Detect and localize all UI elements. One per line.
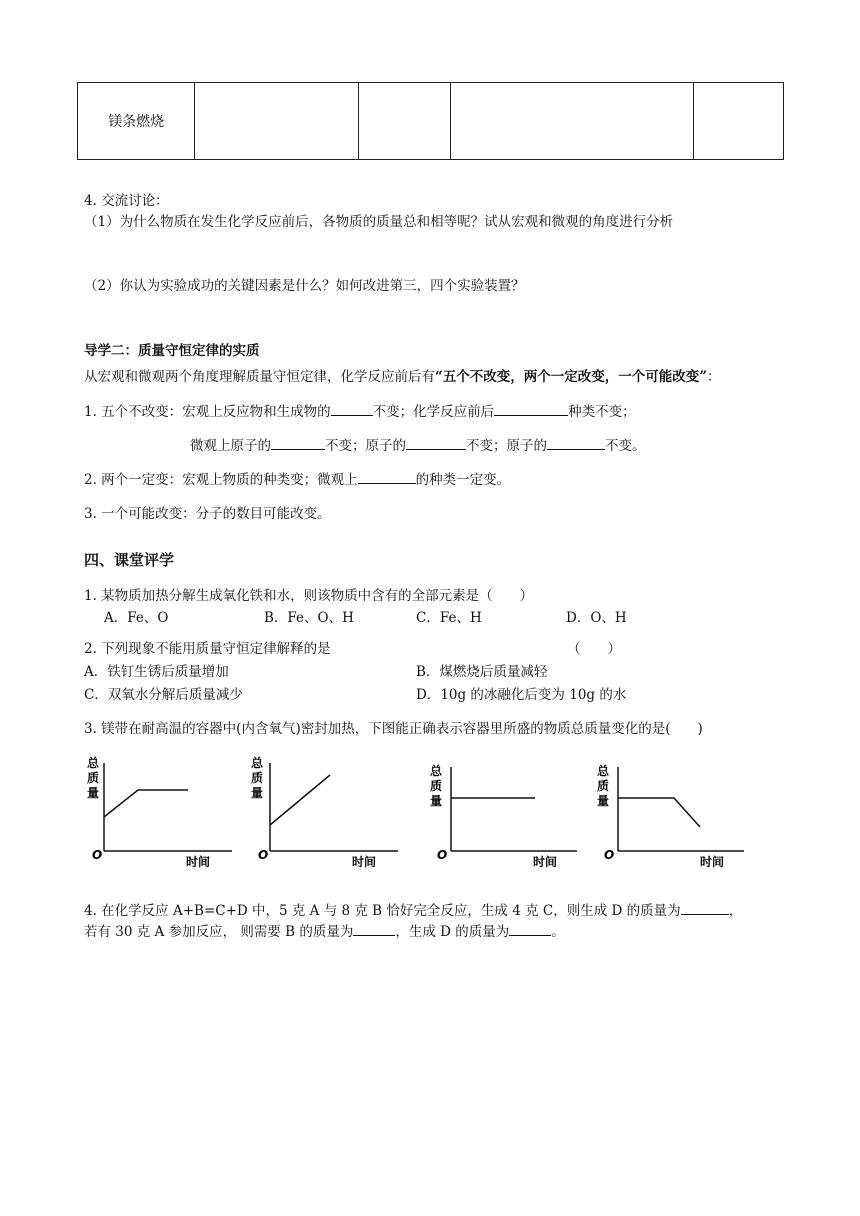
blank-field[interactable]	[406, 435, 466, 450]
discussion-heading: 4. 交流讨论：	[84, 193, 169, 209]
point1-text: 不变；原子的	[466, 438, 547, 454]
ylabel-char: 量	[251, 786, 264, 800]
q2-option-b[interactable]: B．煤燃烧后质量减轻	[416, 664, 548, 680]
point1-text: 种类不变；	[568, 404, 636, 420]
guide2-point1	[84, 400, 636, 420]
eval-q4-line1	[84, 899, 742, 919]
table-cell[interactable]	[450, 83, 694, 160]
row-label: 镁条燃烧	[108, 114, 165, 130]
q1-option-c[interactable]: C．Fe、H	[416, 610, 482, 626]
table-cell[interactable]	[694, 83, 784, 160]
intro-emphasis: “五个不改变，两个一定改变，一个可能改变”	[435, 369, 708, 385]
discussion-q2: （2）你认为实验成功的关键因素是什么？如何改进第三，四个实验装置？	[84, 278, 525, 294]
ylabel-char: 量	[597, 794, 610, 808]
xlabel: 时间	[186, 855, 211, 869]
q4-text: 4. 在化学反应 A+B=C+D 中，5 克 A 与 8 克 B 恰好完全反应，生成 4 克 C，则生成 D 的质量为	[84, 903, 681, 919]
ylabel-char: 量	[430, 794, 443, 808]
blank-field[interactable]	[509, 921, 551, 936]
eval-q1: 1. 某物质加热分解生成氧化铁和水，则该物质中含有的全部元素是（ ）	[84, 588, 534, 604]
guide2-title: 导学二：质量守恒定律的实质	[84, 343, 260, 359]
origin-label: O	[258, 848, 269, 862]
blank-field[interactable]	[494, 401, 568, 416]
experiment-table	[77, 82, 784, 160]
graph-curve	[618, 798, 700, 827]
origin-label: O	[92, 848, 103, 862]
blank-field[interactable]	[271, 435, 325, 450]
eval-q2: 2. 下列现象不能用质量守恒定律解释的是	[84, 641, 331, 657]
discussion-q1: （1）为什么物质在发生化学反应前后，各物质的质量总和相等呢？试从宏观和微观的角度进行分析	[84, 214, 674, 230]
q1-option-a[interactable]: A．Fe、O	[104, 610, 169, 626]
section-title: 四、课堂评学	[84, 551, 175, 569]
q4-text: 若有 30 克 A 参加反应， 则需要 B 的质量为	[84, 924, 354, 940]
q4-text: ，	[728, 903, 743, 919]
xlabel: 时间	[700, 855, 725, 869]
table-cell[interactable]	[359, 83, 450, 160]
point2-text: 2. 两个一定变：宏观上物质的种类变；微观上	[84, 472, 358, 488]
q2-option-a[interactable]: A．铁钉生锈后质量增加	[84, 664, 229, 680]
ylabel-char: 质	[251, 771, 264, 785]
eval-q3: 3. 镁带在耐高温的容器中(内含氧气)密封加热，下图能正确表示容器里所盛的物质总质量变化的是( )	[84, 721, 703, 737]
ylabel-char: 质	[430, 779, 443, 793]
blank-field[interactable]	[353, 921, 395, 936]
graph-b[interactable]	[248, 755, 408, 870]
blank-field[interactable]	[358, 469, 416, 484]
graph-a[interactable]	[80, 755, 240, 870]
blank-field[interactable]	[681, 900, 729, 915]
intro-colon: ：	[707, 369, 721, 385]
point1-text: 不变。	[605, 438, 646, 454]
graph-curve	[104, 790, 188, 817]
origin-label: O	[604, 848, 615, 862]
ylabel-char: 质	[597, 779, 610, 793]
xlabel: 时间	[533, 855, 558, 869]
table-cell[interactable]	[195, 83, 359, 160]
intro-text: 从宏观和微观两个角度理解质量守恒定律，化学反应前后有	[84, 369, 435, 385]
point1-text: 1. 五个不改变：宏观上反应物和生成物的	[84, 404, 331, 420]
point1-text: 微观上原子的	[190, 438, 271, 454]
ylabel-char: 总	[87, 756, 100, 770]
origin-label: O	[437, 848, 448, 862]
point2-text: 的种类一定变。	[415, 472, 511, 488]
graph-d[interactable]	[592, 755, 752, 870]
q2-answer-paren: （ ）	[567, 641, 621, 657]
table-cell-label	[78, 83, 195, 160]
q4-text: ，生成 D 的质量为	[395, 924, 510, 940]
blank-field[interactable]	[547, 435, 605, 450]
guide2-point2	[84, 468, 510, 488]
point1-text: 不变；原子的	[325, 438, 406, 454]
graph-c[interactable]	[425, 755, 585, 870]
point1-text: 不变；化学反应前后	[372, 404, 495, 420]
blank-field[interactable]	[331, 401, 373, 416]
ylabel-char: 总	[251, 756, 264, 770]
q1-option-d[interactable]: D．O、H	[566, 610, 627, 626]
q1-option-b[interactable]: B．Fe、O、H	[264, 610, 354, 626]
eval-q4-line2	[84, 920, 565, 940]
ylabel-char: 总	[430, 764, 443, 778]
q2-option-d[interactable]: D．10g 的冰融化后变为 10g 的水	[416, 687, 627, 703]
q2-option-c[interactable]: C．双氧水分解后质量减少	[84, 687, 243, 703]
q4-text: 。	[551, 924, 565, 940]
graph-curve	[270, 775, 330, 825]
guide2-point1-micro	[190, 434, 646, 454]
guide2-point3: 3. 一个可能改变：分子的数目可能改变。	[84, 506, 331, 522]
ylabel-char: 总	[597, 764, 610, 778]
ylabel-char: 质	[87, 771, 100, 785]
xlabel: 时间	[352, 855, 377, 869]
ylabel-char: 量	[87, 786, 100, 800]
guide2-intro	[84, 365, 721, 385]
table-row	[78, 83, 784, 160]
